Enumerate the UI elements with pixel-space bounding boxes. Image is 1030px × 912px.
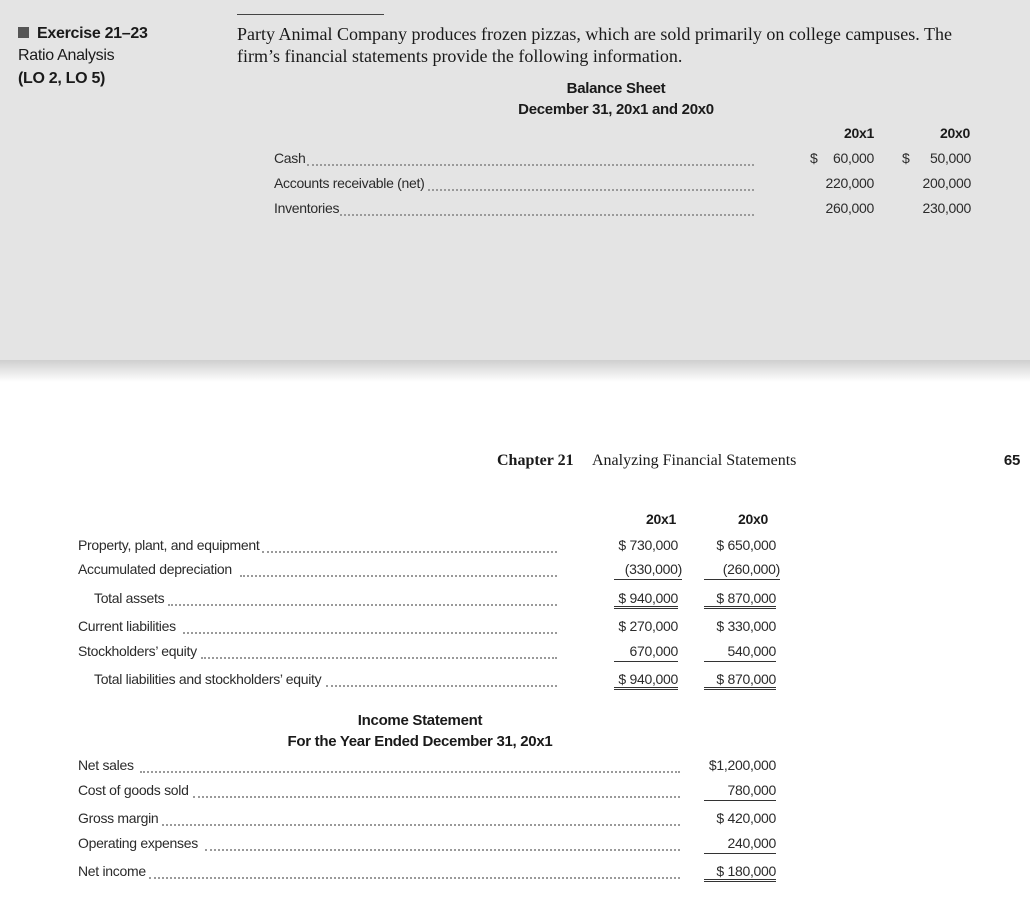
row-label-accounts-receivable: Accounts receivable (net) bbox=[274, 175, 425, 191]
leader-dots bbox=[162, 824, 680, 826]
exercise-subtitle: Ratio Analysis bbox=[18, 47, 115, 64]
leader-dots bbox=[240, 575, 557, 577]
row-label-total-assets: Total assets bbox=[94, 590, 165, 606]
cell-depr-20x1: (330,000) bbox=[614, 561, 682, 580]
cell-gross-margin: $ 420,000 bbox=[716, 810, 776, 826]
leader-dots bbox=[307, 164, 754, 166]
cell-current-liabilities-20x0: $ 330,000 bbox=[716, 618, 776, 634]
column-header-20x1: 20x1 bbox=[646, 511, 676, 527]
exercise-heading: Exercise 21–23 bbox=[18, 25, 148, 43]
balance-sheet-period: December 31, 20x1 and 20x0 bbox=[518, 101, 714, 118]
cell-total-le-20x0: $ 870,000 bbox=[704, 671, 776, 690]
learning-objectives: (LO 2, LO 5) bbox=[18, 70, 106, 87]
leader-dots bbox=[340, 214, 754, 216]
row-label-current-liabilities: Current liabilities bbox=[78, 618, 176, 634]
running-head-chapter: Chapter 21 bbox=[497, 452, 574, 469]
square-bullet-icon bbox=[18, 27, 29, 38]
running-head-title: Analyzing Financial Statements bbox=[592, 452, 797, 469]
balance-sheet-title: Balance Sheet bbox=[566, 80, 666, 97]
row-label-stockholders-equity: Stockholders’ equity bbox=[78, 643, 197, 659]
column-header-20x0: 20x0 bbox=[738, 511, 768, 527]
section-rule bbox=[237, 14, 384, 15]
cell-total-assets-20x1: $ 940,000 bbox=[614, 590, 678, 609]
leader-dots bbox=[168, 604, 557, 606]
cell-cogs: 780,000 bbox=[704, 782, 776, 801]
cell-inventories-20x1: 260,000 bbox=[825, 200, 874, 216]
income-statement-period: For the Year Ended December 31, 20x1 bbox=[287, 733, 553, 750]
cell-depr-20x0: (260,000) bbox=[704, 561, 780, 580]
leader-dots bbox=[201, 657, 557, 659]
leader-dots bbox=[183, 632, 557, 634]
leader-dots bbox=[149, 877, 680, 879]
row-label-accumulated-depreciation: Accumulated depreciation bbox=[78, 561, 232, 577]
cell-cash-20x1: 60,000 bbox=[832, 150, 874, 166]
row-label-cash: Cash bbox=[274, 150, 306, 166]
cell-total-le-20x1: $ 940,000 bbox=[614, 671, 678, 690]
intro-line-1: Party Animal Company produces frozen pizzas, which are sold primarily on college campuses. The bbox=[237, 24, 952, 44]
cell-ppe-20x0: $ 650,000 bbox=[716, 537, 776, 553]
cell-ar-20x0: 200,000 bbox=[922, 175, 971, 191]
page-gap bbox=[0, 360, 1030, 382]
leader-dots bbox=[262, 551, 557, 553]
row-label-operating-expenses: Operating expenses bbox=[78, 835, 198, 851]
page-number: 65 bbox=[1003, 452, 1020, 469]
row-label-total-liabilities-equity: Total liabilities and stockholders’ equity bbox=[94, 671, 322, 687]
cell-equity-20x0: 540,000 bbox=[704, 643, 776, 662]
cell-total-assets-20x0: $ 870,000 bbox=[704, 590, 776, 609]
leader-dots bbox=[205, 849, 680, 851]
row-label-ppe: Property, plant, and equipment bbox=[78, 537, 260, 553]
cell-equity-20x1: 670,000 bbox=[614, 643, 678, 662]
cell-current-liabilities-20x1: $ 270,000 bbox=[618, 618, 678, 634]
cell-net-sales: $1,200,000 bbox=[708, 757, 776, 773]
row-label-net-income: Net income bbox=[78, 863, 146, 879]
column-header-20x1: 20x1 bbox=[844, 125, 874, 141]
leader-dots bbox=[326, 685, 557, 687]
income-statement-title: Income Statement bbox=[357, 712, 483, 729]
cell-ar-20x1: 220,000 bbox=[825, 175, 874, 191]
intro-line-2: firm’s financial statements provide the following information. bbox=[237, 46, 683, 66]
cell-operating-expenses: 240,000 bbox=[704, 835, 776, 854]
row-label-net-sales: Net sales bbox=[78, 757, 134, 773]
row-label-gross-margin: Gross margin bbox=[78, 810, 159, 826]
cell-ppe-20x1: $ 730,000 bbox=[618, 537, 678, 553]
row-label-cogs: Cost of goods sold bbox=[78, 782, 189, 798]
leader-dots bbox=[140, 771, 680, 773]
cell-net-income: $ 180,000 bbox=[704, 863, 776, 882]
row-label-inventories: Inventories bbox=[274, 200, 340, 216]
column-header-20x0: 20x0 bbox=[940, 125, 970, 141]
leader-dots bbox=[193, 796, 680, 798]
currency-sign: $ bbox=[902, 150, 910, 166]
cell-inventories-20x0: 230,000 bbox=[922, 200, 971, 216]
currency-sign: $ bbox=[810, 150, 818, 166]
leader-dots bbox=[428, 189, 754, 191]
cell-cash-20x0: 50,000 bbox=[929, 150, 971, 166]
